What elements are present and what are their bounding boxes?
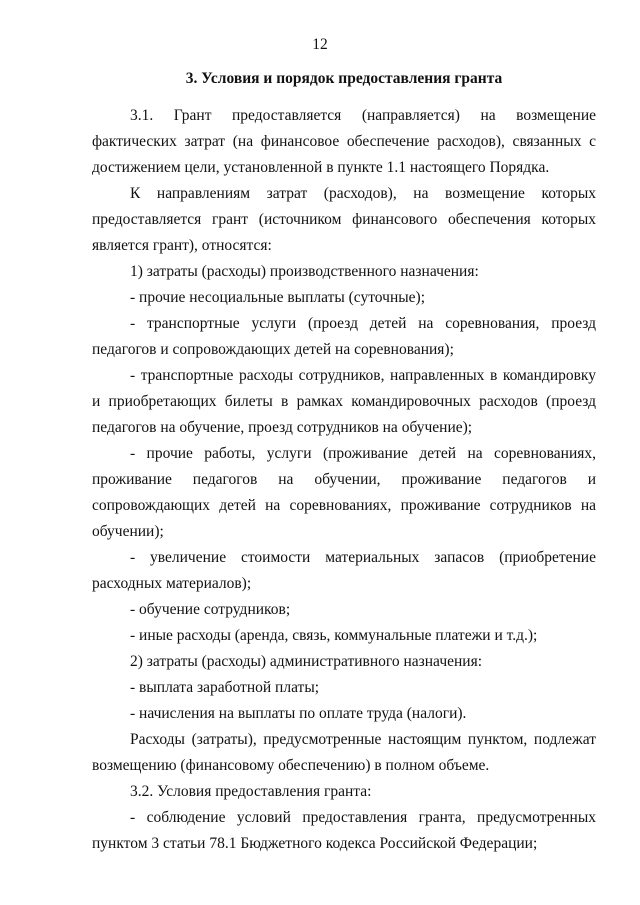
list-item-per-diem: - прочие несоциальные выплаты (суточные); [130,289,425,306]
list-item-transport-services: - транспортные услуги (проезд детей на соревнования, проезд педагогов и сопровождающих детей на соревнования); [92,315,596,358]
list-item-other-services: - прочие работы, услуги (проживание детей на соревнованиях, проживание педагогов на обучении, проживание педагогов и сопровождающих детей на соревнованиях, проживание сотрудников на обучении); [92,445,596,540]
page-number: 12 [312,36,328,53]
list-item-staff-transport: - транспортные расходы сотрудников, направленных в командировку и приобретающих билеты в рамках командировочных расходов (проезд педагогов на обучение, проезд сотрудников на обучение); [92,367,596,436]
list-item-budget-code-conditions: - соблюдение условий предоставления гранта, предусмотренных пунктом 3 статьи 78.1 Бюджетного кодекса Российской Федерации; [92,809,596,852]
list-item-salary: - выплата заработной платы; [130,679,320,696]
list-item-training: - обучение сотрудников; [130,601,291,618]
section-heading: 3. Условия и порядок предоставления гранта [185,70,503,87]
paragraph-3-2: 3.2. Условия предоставления гранта: [130,783,372,800]
paragraph-3-1: 3.1. Грант предоставляется (направляется) на возмещение фактических затрат (на финансовое обеспечение расходов), связанных с достижением цели, установленной в пункте 1.1 настоящего Порядка. [92,107,596,176]
list-item-admin-expenses: 2) затраты (расходы) административного назначения: [130,653,483,670]
document-body [92,103,596,857]
list-item-other-expenses: - иные расходы (аренда, связь, коммунальные платежи и т.д.); [130,627,538,644]
list-item-production-expenses: 1) затраты (расходы) производственного назначения: [130,263,479,280]
paragraph-expense-directions: К направлениям затрат (расходов), на возмещение которых предоставляется грант (источником финансового обеспечения которых является грант), относятся: [92,185,596,254]
list-item-materials: - увеличение стоимости материальных запасов (приобретение расходных материалов); [92,549,596,592]
paragraph-full-reimbursement: Расходы (затраты), предусмотренные настоящим пунктом, подлежат возмещению (финансовому обеспечению) в полном объеме. [92,731,596,774]
list-item-payroll-taxes: - начисления на выплаты по оплате труда (налоги). [130,705,467,722]
